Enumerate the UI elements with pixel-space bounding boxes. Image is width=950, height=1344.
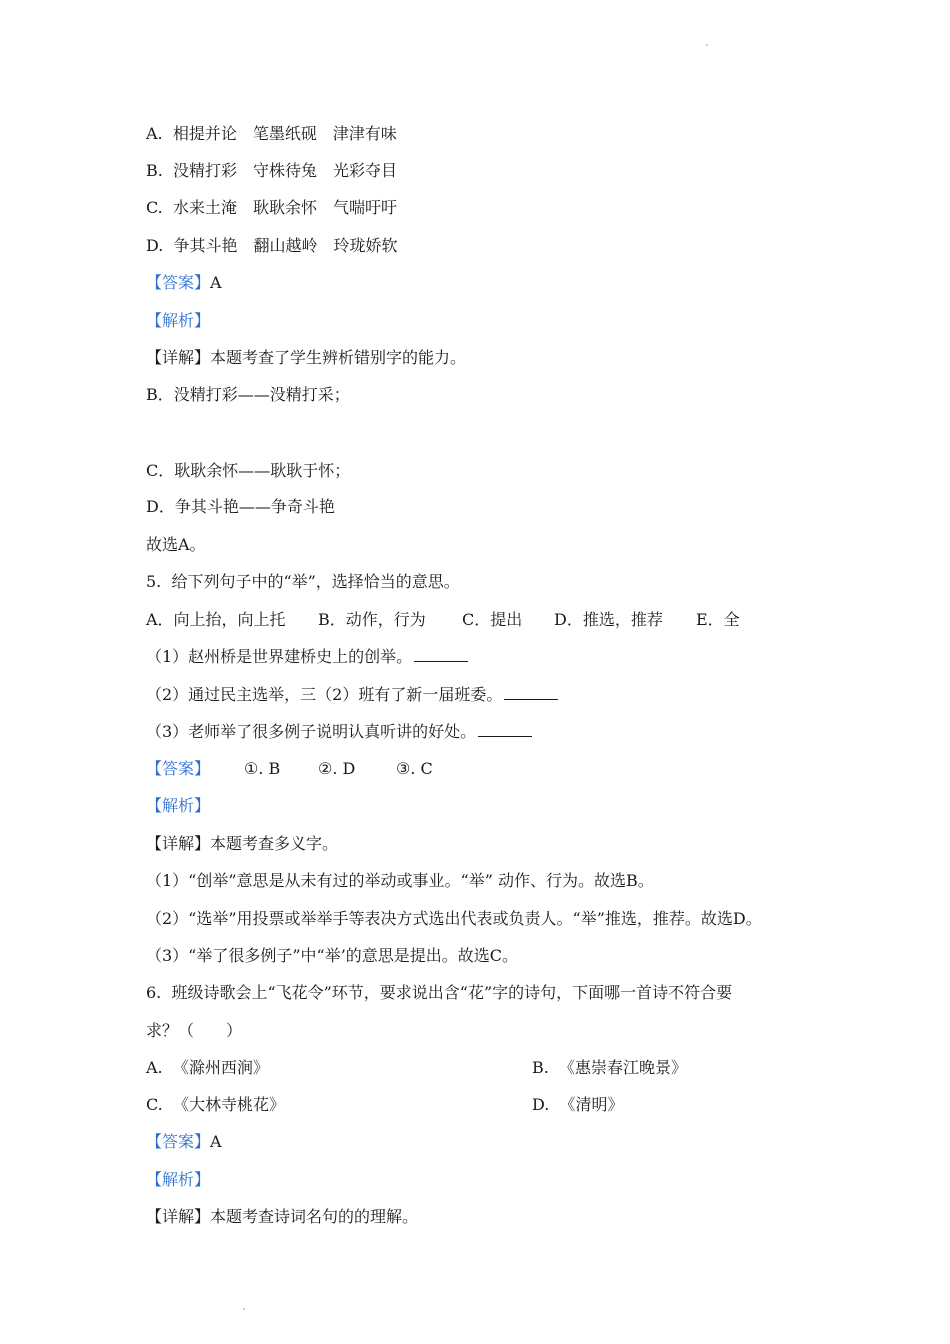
- q5-option-c: C．提出: [462, 610, 523, 629]
- q6-option-b: [532, 1058, 687, 1078]
- answer-blank: [478, 722, 532, 737]
- option-label: D.: [532, 1095, 550, 1114]
- q6-detail: [146, 1207, 418, 1227]
- page-mark-top: [706, 44, 708, 46]
- detail-tag: 【详解】: [146, 1207, 211, 1226]
- q4-detail: [146, 348, 466, 368]
- sentence-text: （3）老师举了很多例子说明认真听讲的好处。: [146, 722, 477, 741]
- q5-sentence-1: [146, 647, 468, 667]
- q6-option-d: [532, 1095, 624, 1115]
- q5-answer-2: ②. D: [318, 759, 356, 778]
- option-label: B.: [146, 161, 163, 180]
- q5-option-a: A．向上抬，向上托: [146, 610, 286, 629]
- option-label: B.: [532, 1058, 549, 1077]
- q6-title-line1: 6. 班级诗歌会上“飞花令”环节，要求说出含“花”字的诗句，下面哪一首诗不符合要: [146, 983, 733, 1002]
- answer-tag: 【答案】: [146, 759, 211, 778]
- q4-conclusion: 故选A。: [146, 535, 206, 554]
- q5-answer-3: ③. C: [396, 759, 433, 778]
- answer-tag: 【答案】: [146, 273, 211, 292]
- q4-line-b: B．没精打彩——没精打采；: [146, 385, 350, 404]
- q5-sentence-3: [146, 722, 532, 742]
- q6-title-line2: 求？（ ）: [146, 1021, 243, 1040]
- q5-option-e: E．全: [696, 610, 740, 629]
- option-text: 没精打彩 守株待兔 光彩夺目: [173, 161, 398, 180]
- detail-text: 本题考查了学生辨析错别字的能力。: [210, 348, 467, 367]
- option-text: 争其斗艳 翻山越岭 玲珑娇软: [173, 236, 398, 255]
- q5-explanation-2: （2）“选举”用投票或举举手等表决方式选出代表或负责人。“举”推选，推荐。故选D。: [146, 909, 762, 928]
- q5-option-d: D．推选，推荐: [554, 610, 663, 629]
- option-text: 水来土淹 耿耿余怀 气喘吁吁: [172, 198, 397, 217]
- detail-text: 本题考查多义字。: [210, 834, 339, 853]
- detail-tag: 【详解】: [146, 348, 211, 367]
- q5-answer: [146, 759, 210, 779]
- q6-answer: [146, 1132, 222, 1152]
- q4-option-d: [146, 236, 398, 256]
- q4-answer: [146, 273, 222, 293]
- answer-tag: 【答案】: [146, 1132, 211, 1151]
- option-label: C.: [146, 1095, 163, 1114]
- answer-value: A: [210, 1132, 222, 1151]
- option-text: 《惠崇春江晚景》: [559, 1058, 688, 1077]
- q4-line-c: C．耿耿余怀——耿耿于怀；: [146, 461, 351, 480]
- sentence-text: （1）赵州桥是世界建桥史上的创举。: [146, 647, 413, 666]
- q5-option-b: B．动作，行为: [318, 610, 426, 629]
- q4-line-d: D．争其斗艳——争奇斗艳: [146, 497, 335, 516]
- option-text: 相提并论 笔墨纸砚 津津有味: [172, 124, 397, 143]
- q5-title: 5. 给下列句子中的“举”，选择恰当的意思。: [146, 572, 460, 591]
- q5-answer-1: ①. B: [244, 759, 281, 778]
- option-label: C.: [146, 198, 163, 217]
- detail-text: 本题考查诗词名句的的理解。: [210, 1207, 419, 1226]
- q5-explanation-1: （1）“创举”意思是从未有过的举动或事业。“举” 动作、行为。故选B。: [146, 871, 654, 890]
- option-label: D.: [146, 236, 164, 255]
- option-text: 《大林寺桃花》: [172, 1095, 285, 1114]
- q5-explanation-3: （3）“举了很多例子”中“举’的意思是提出。故选C。: [146, 946, 519, 965]
- option-label: A.: [146, 1058, 163, 1077]
- page-mark-bottom: [243, 1308, 245, 1310]
- answer-value: A: [210, 273, 222, 292]
- detail-tag: 【详解】: [146, 834, 211, 853]
- q4-option-b: [146, 161, 397, 181]
- q4-analysis-tag: 【解析】: [146, 311, 211, 330]
- q6-option-a: [146, 1058, 269, 1078]
- option-text: 《清明》: [559, 1095, 624, 1114]
- option-text: 《滁州西涧》: [172, 1058, 269, 1077]
- answer-blank: [414, 647, 468, 662]
- q6-option-c: [146, 1095, 285, 1115]
- q5-detail: [146, 834, 338, 854]
- q5-analysis-tag: 【解析】: [146, 796, 211, 815]
- sentence-text: （2）通过民主选举，三（2）班有了新一届班委。: [146, 685, 503, 704]
- q4-option-c: [146, 198, 397, 218]
- q4-option-a: [146, 124, 397, 144]
- answer-blank: [504, 685, 558, 700]
- q6-analysis-tag: 【解析】: [146, 1170, 211, 1189]
- option-label: A.: [146, 124, 163, 143]
- q5-sentence-2: [146, 685, 558, 705]
